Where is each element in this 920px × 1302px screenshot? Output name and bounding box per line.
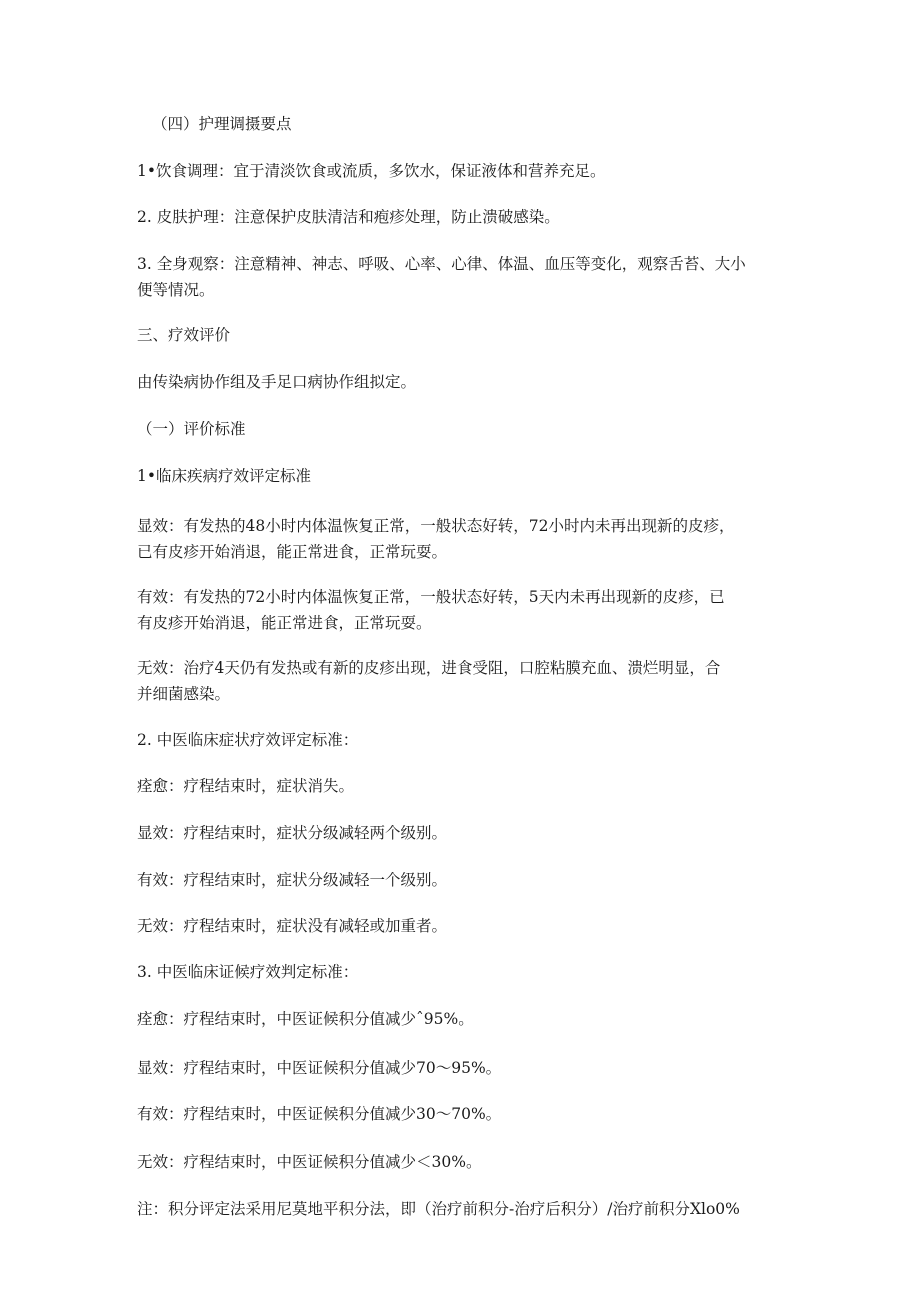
paragraph-syndrome-ineffective: 无效：疗程结束时，中医证候积分值减少＜30%。 [137, 1153, 482, 1171]
paragraph-marked-effect: 显效：有发热的48小时内体温恢复正常，一般状态好转，72小时内未再出现新的皮疹， [137, 517, 735, 535]
paragraph-ineffective-cont: 并细菌感染。 [137, 685, 231, 703]
paragraph-marked-effect-cont: 已有皮疹开始消退，能正常进食，正常玩耍。 [137, 543, 448, 561]
subheading-criteria: （一）评价标准 [137, 420, 246, 438]
paragraph-syndrome-effective: 有效：疗程结束时，中医证候积分值减少30～70%。 [137, 1105, 502, 1123]
paragraph-symptom-effective: 有效：疗程结束时，症状分级减轻一个级别。 [137, 871, 448, 889]
subheading-tcm-syndrome: 3. 中医临床证候疗效判定标准： [137, 963, 359, 981]
paragraph-authors: 由传染病协作组及手足口病协作组拟定。 [137, 373, 417, 391]
subheading-tcm-symptom: 2. 中医临床症状疗效评定标准： [137, 731, 359, 749]
subheading-clinical-disease: 1•临床疾病疗效评定标准 [137, 467, 312, 485]
paragraph-observation-cont: 便等情况。 [137, 281, 215, 299]
paragraph-note: 注：积分评定法采用尼莫地平积分法，即（治疗前积分-治疗后积分）/治疗前积分Xlo0% [137, 1200, 740, 1218]
paragraph-symptom-marked: 显效：疗程结束时，症状分级减轻两个级别。 [137, 824, 448, 842]
paragraph-observation: 3. 全身观察：注意精神、神志、呼吸、心率、心律、体温、血压等变化，观察舌苔、大小 [137, 255, 746, 273]
section-heading-nursing: （四）护理调摄要点 [152, 115, 292, 133]
paragraph-diet: 1•饮食调理：宜于清淡饮食或流质，多饮水，保证液体和营养充足。 [137, 162, 606, 180]
paragraph-ineffective: 无效：治疗4天仍有发热或有新的皮疹出现，进食受阻，口腔粘膜充血、溃烂明显，合 [137, 659, 721, 677]
section-heading-evaluation: 三、疗效评价 [137, 326, 231, 344]
paragraph-skin-care: 2. 皮肤护理：注意保护皮肤清洁和疱疹处理，防止溃破感染。 [137, 208, 560, 226]
paragraph-syndrome-cured: 痊愈：疗程结束时，中医证候积分值减少ˆ95%。 [137, 1010, 474, 1028]
paragraph-syndrome-marked: 显效：疗程结束时，中医证候积分值减少70～95%。 [137, 1059, 502, 1077]
paragraph-symptom-cured: 痊愈：疗程结束时，症状消失。 [137, 777, 355, 795]
paragraph-effective-cont: 有皮疹开始消退，能正常进食，正常玩耍。 [137, 614, 432, 632]
paragraph-effective: 有效：有发热的72小时内体温恢复正常，一般状态好转，5天内未再出现新的皮疹，已 [137, 588, 725, 606]
paragraph-symptom-ineffective: 无效：疗程结束时，症状没有减轻或加重者。 [137, 917, 448, 935]
